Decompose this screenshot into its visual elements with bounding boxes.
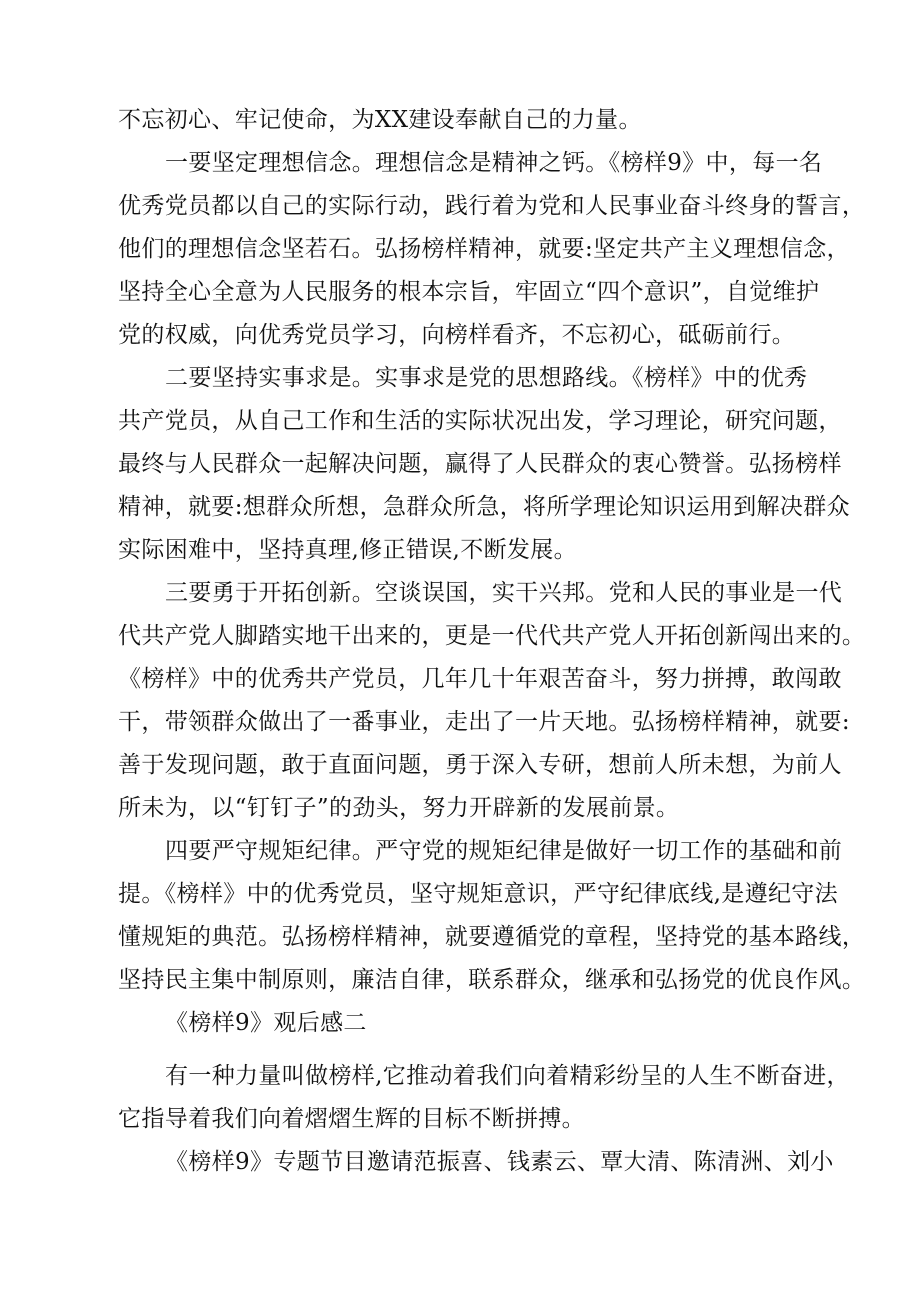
text-line: 懂规矩的典范。弘扬榜样精神，就要遵循党的章程，坚持党的基本路线， [118, 924, 866, 950]
text-line: 它指导着我们向着熠熠生辉的目标不断拼搏。 [118, 1106, 585, 1132]
text-line: 四要严守规矩纪律。严守党的规矩纪律是做好一切工作的基础和前 [165, 838, 843, 864]
text-line: 最终与人民群众一起解决问题，赢得了人民群众的衷心赞誉。弘扬榜样 [118, 451, 842, 477]
text-line: 提。《榜样》中的优秀党员，坚守规矩意识，严守纪律底线,是遵纪守法 [118, 881, 839, 907]
text-line: 代共产党人脚踏实地干出来的，更是一代代共产党人开拓创新闯出来的。 [118, 623, 866, 649]
text-line: 坚持全心全意为人民服务的根本宗旨，牢固立“四个意识”，自觉维护 [118, 279, 820, 305]
text-line: 三要勇于开拓创新。空谈误国，实干兴邦。党和人民的事业是一代 [165, 580, 843, 606]
text-line: 不忘初心、牢记使命，为XX建设奉献自己的力量。 [118, 107, 642, 133]
text-line: 所未为，以“钉钉子”的劲头，努力开辟新的发展前景。 [118, 795, 680, 821]
section-heading: 《榜样9》观后感二 [165, 1010, 367, 1036]
text-line: 有一种力量叫做榜样,它推动着我们向着精彩纷呈的人生不断奋进， [165, 1063, 850, 1089]
text-line: 干，带领群众做出了一番事业，走出了一片天地。弘扬榜样精神，就要: [118, 709, 850, 735]
text-line: 坚持民主集中制原则，廉洁自律，联系群众，继承和弘扬党的优良作风。 [118, 967, 866, 993]
text-line: 善于发现问题，敢于直面问题，勇于深入专研，想前人所未想，为前人 [118, 752, 842, 778]
text-line: 《榜样》中的优秀共产党员，几年几十年艰苦奋斗，努力拼搏，敢闯敢 [118, 666, 842, 692]
text-line: 他们的理想信念坚若石。弘扬榜样精神，就要:坚定共产主义理想信念， [118, 236, 850, 262]
text-line: 《榜样9》专题节目邀请范振喜、钱素云、覃大清、陈清洲、刘小 [165, 1149, 834, 1175]
text-line: 一要坚定理想信念。理想信念是精神之钙。《榜样9》中，每一名 [165, 150, 823, 176]
text-line: 党的权威，向优秀党员学习，向榜样看齐，不忘初心，砥砺前行。 [118, 322, 796, 348]
text-line: 精神，就要:想群众所想，急群众所急，将所学理论知识运用到解决群众 [118, 494, 850, 520]
text-line: 实际困难中，坚持真理,修正错误,不断发展。 [118, 537, 577, 563]
text-line: 共产党员，从自己工作和生活的实际状况出发，学习理论，研究问题， [118, 408, 842, 434]
text-line: 二要坚持实事求是。实事求是党的思想路线。《榜样》中的优秀 [165, 365, 808, 391]
text-line: 优秀党员都以自己的实际行动，践行着为党和人民事业奋斗终身的誓言， [118, 193, 866, 219]
